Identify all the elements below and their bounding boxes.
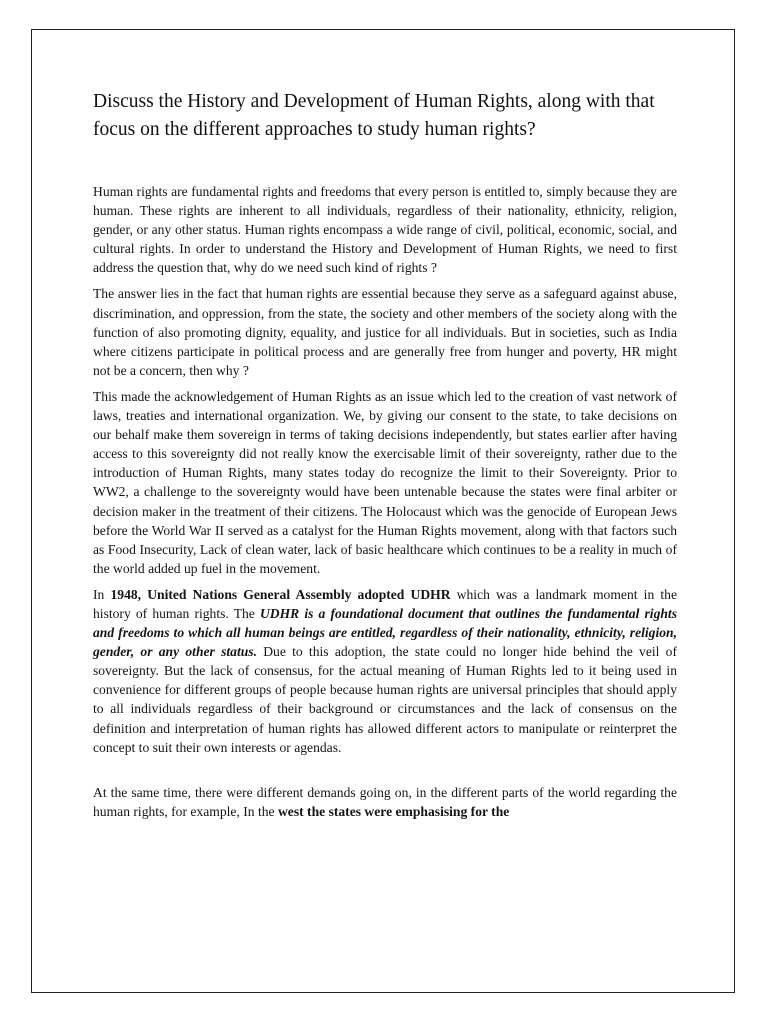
document-body — [93, 182, 677, 821]
paragraph-2: The answer lies in the fact that human rights are essential because they serve as a safeguard against abuse, discrimination, and oppression, from the state, the society and other members of the society along with the function of also promoting dignity, equality, and justice for all individuals. But in societies, such as India where citizens participate in political process and are generally free from hunger and poverty, HR might not be a concern, then why ? — [93, 286, 677, 378]
paragraph-5-bold-west: west the states were emphasising for the — [277, 803, 510, 819]
paragraph-5 — [93, 783, 677, 821]
paragraph-4 — [93, 585, 677, 757]
paragraph-4-text-1: In — [93, 586, 111, 602]
document-content — [93, 88, 677, 828]
paragraph-4-text-3: Due to this adoption, the state could no longer hide behind the veil of sovereignty. But the lack of consensus, for the actual meaning of Human Rights led to it being used in convenience for different groups of people because human rights are universal principles that should apply to all individuals regardless of their background or circumstances and the lack of consensus on the definition and interpretation of human rights has allowed different actors to manipulate or reinterpret the concept to suit their own interests or agendas. — [93, 644, 677, 755]
document-page — [31, 29, 735, 993]
paragraph-4-bold-udhr: 1948, United Nations General Assembly adopted UDHR — [110, 586, 451, 602]
paragraph-5-text-1: At the same time, there were different demands going on, in the different parts of the world regarding the human rights, for example, In the — [93, 784, 677, 819]
paragraph-4-bold-italic-definition: UDHR is a foundational document that outlines the fundamental rights and freedoms to which all human beings are entitled, regardless of their nationality, ethnicity, religion, gender, or any other status. — [93, 605, 677, 660]
document-title: Discuss the History and Development of Human Rights, along with that focus on the different approaches to study human rights? — [93, 91, 655, 140]
paragraph-4-text-2: which was a landmark moment in the history of human rights. The — [93, 586, 677, 621]
paragraph-1: Human rights are fundamental rights and freedoms that every person is entitled to, simply because they are human. These rights are inherent to all individuals, regardless of their nationality, ethnicity, religion, gender, or any other status. Human rights encompass a wide range of civil, political, economic, social, and cultural rights. In order to understand the History and Development of Human Rights, we need to first address the question that, why do we need such kind of rights ? — [93, 184, 677, 276]
paragraph-3: This made the acknowledgement of Human Rights as an issue which led to the creation of vast network of laws, treaties and international organization. We, by giving our consent to the state, to take decisions on our behalf make them sovereign in terms of taking decisions independently, but states earlier after having access to this sovereignty did not really know the exercisable limit of their sovereignty, rather due to the introduction of Human Rights, many states today do recognize the limit to their Sovereignty. Prior to WW2, a challenge to the sovereignty would have been untenable because the states were final arbiter or decision maker in the treatment of their citizens. The Holocaust which was the genocide of European Jews before the World War II served as a catalyst for the Human Rights movement, along with that factors such as Food Insecurity, Lack of clean water, lack of basic healthcare which continues to be a reality in much of the world added up fuel in the movement. — [93, 388, 677, 576]
